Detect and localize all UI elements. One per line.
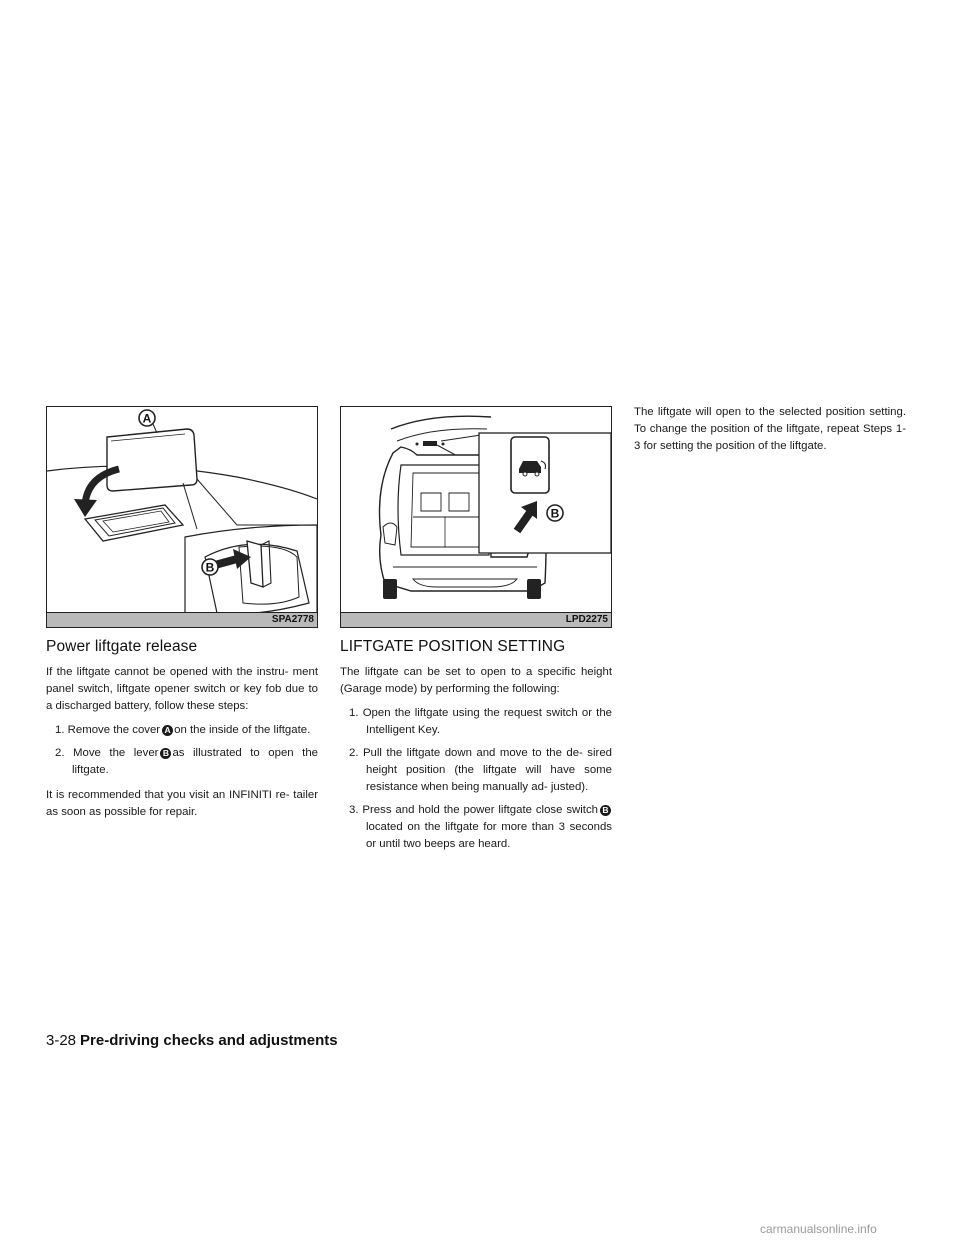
column-left bbox=[46, 406, 318, 828]
step-item bbox=[46, 722, 318, 739]
callout-a-label: A bbox=[142, 411, 152, 426]
step-text: on the inside of the liftgate. bbox=[174, 724, 311, 736]
step-number: 1. bbox=[55, 724, 65, 736]
step-text: Move the lever bbox=[73, 747, 159, 759]
paragraph-recommendation: It is recommended that you visit an INFINITI re- tailer as soon as possible for repair. bbox=[46, 789, 318, 818]
callout-b-label: B bbox=[205, 560, 215, 575]
step-text: Press and hold the power liftgate close switch bbox=[362, 804, 598, 816]
step-text: Pull the liftgate down and move to the de- sired height position (the liftgate will have some resistance when being manually ad- justed). bbox=[362, 747, 612, 793]
step-number: 3. bbox=[349, 804, 359, 816]
page-footer bbox=[46, 1032, 338, 1049]
footer-section-title: Pre-driving checks and adjustments bbox=[80, 1032, 338, 1049]
steps-list bbox=[340, 705, 612, 853]
step-number: 2. bbox=[55, 747, 65, 759]
paragraph-intro: The liftgate can be set to open to a specific height (Garage mode) by performing the following: bbox=[340, 666, 612, 695]
figure-power-liftgate-release bbox=[46, 406, 318, 628]
paragraph-intro: If the liftgate cannot be opened with the instru- ment panel switch, liftgate opener switch or key fob due to a discharged battery, follow these steps: bbox=[46, 666, 318, 712]
steps-list bbox=[46, 722, 318, 779]
step-text: located on the liftgate for more than 3 seconds or until two beeps are heard. bbox=[366, 821, 612, 850]
section-title-liftgate-position-setting: LIFTGATE POSITION SETTING bbox=[340, 638, 566, 655]
step-text: as illustrated to open the liftgate. bbox=[72, 747, 318, 776]
callout-b-label: B bbox=[550, 506, 560, 521]
illustration-cover-lever bbox=[47, 407, 317, 613]
figure-liftgate-position bbox=[340, 406, 612, 628]
callout-a-badge: A bbox=[162, 725, 173, 736]
illustration-liftgate-switch bbox=[341, 407, 611, 613]
section-title-power-liftgate-release: Power liftgate release bbox=[46, 638, 198, 655]
page-number: 3-28 bbox=[46, 1032, 77, 1049]
step-item bbox=[340, 745, 612, 796]
callout-b-badge: B bbox=[160, 748, 171, 759]
step-number: 1. bbox=[349, 707, 359, 719]
figure-caption-bar bbox=[47, 612, 317, 627]
paragraph-result: The liftgate will open to the selected position setting. To change the position of the liftgate, repeat Steps 1-3 for setting the position of the liftgate. bbox=[634, 406, 906, 452]
step-item bbox=[46, 745, 318, 779]
watermark: carmanualsonline.info bbox=[760, 1222, 877, 1236]
step-text: Open the liftgate using the request switch or the Intelligent Key. bbox=[362, 707, 613, 736]
step-text: Remove the cover bbox=[67, 724, 161, 736]
column-middle bbox=[340, 406, 612, 861]
column-right bbox=[634, 404, 906, 462]
step-item bbox=[340, 802, 612, 853]
figure-code: SPA2778 bbox=[271, 614, 314, 625]
step-number: 2. bbox=[349, 747, 359, 759]
step-item bbox=[340, 705, 612, 739]
callout-b-badge: B bbox=[600, 805, 611, 816]
figure-caption-bar bbox=[341, 612, 611, 627]
figure-code: LPD2275 bbox=[565, 614, 608, 625]
